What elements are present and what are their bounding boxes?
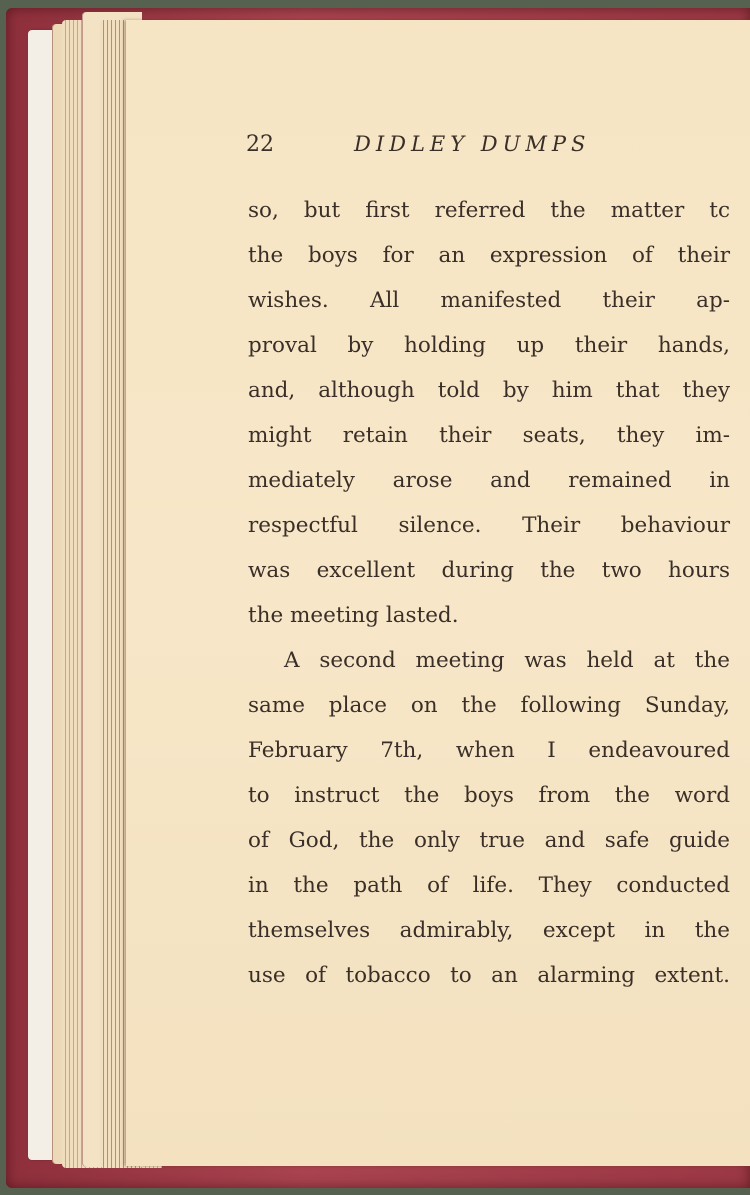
text-line: use of tobacco to an alarming extent. bbox=[248, 963, 730, 988]
text-line: mediately arose and remained in bbox=[248, 468, 730, 493]
text-line: proval by holding up their hands, bbox=[248, 333, 730, 358]
running-head: DIDLEY DUMPS bbox=[354, 132, 591, 156]
text-line: and, although told by him that they bbox=[248, 378, 730, 403]
paragraph bbox=[248, 188, 730, 638]
text-line: might retain their seats, they im- bbox=[248, 423, 730, 448]
text-line: to instruct the boys from the word bbox=[248, 783, 730, 808]
page-header bbox=[246, 132, 626, 166]
text-line: A second meeting was held at the bbox=[284, 648, 730, 673]
text-line: of God, the only true and safe guide bbox=[248, 828, 730, 853]
text-line: respectful silence. Their behaviour bbox=[248, 513, 730, 538]
text-line: the boys for an expression of their bbox=[248, 243, 730, 268]
text-line: the meeting lasted. bbox=[248, 603, 459, 628]
body-text bbox=[248, 188, 730, 998]
text-line: same place on the following Sunday, bbox=[248, 693, 730, 718]
paragraph bbox=[248, 638, 730, 998]
text-line: in the path of life. They conducted bbox=[248, 873, 730, 898]
text-line: February 7th, when I endeavoured bbox=[248, 738, 730, 763]
text-line: themselves admirably, except in the bbox=[248, 918, 730, 943]
text-line: wishes. All manifested their ap- bbox=[248, 288, 730, 313]
page-number: 22 bbox=[246, 132, 274, 157]
text-line: was excellent during the two hours bbox=[248, 558, 730, 583]
text-line: so, but first referred the matter tc bbox=[248, 198, 730, 223]
